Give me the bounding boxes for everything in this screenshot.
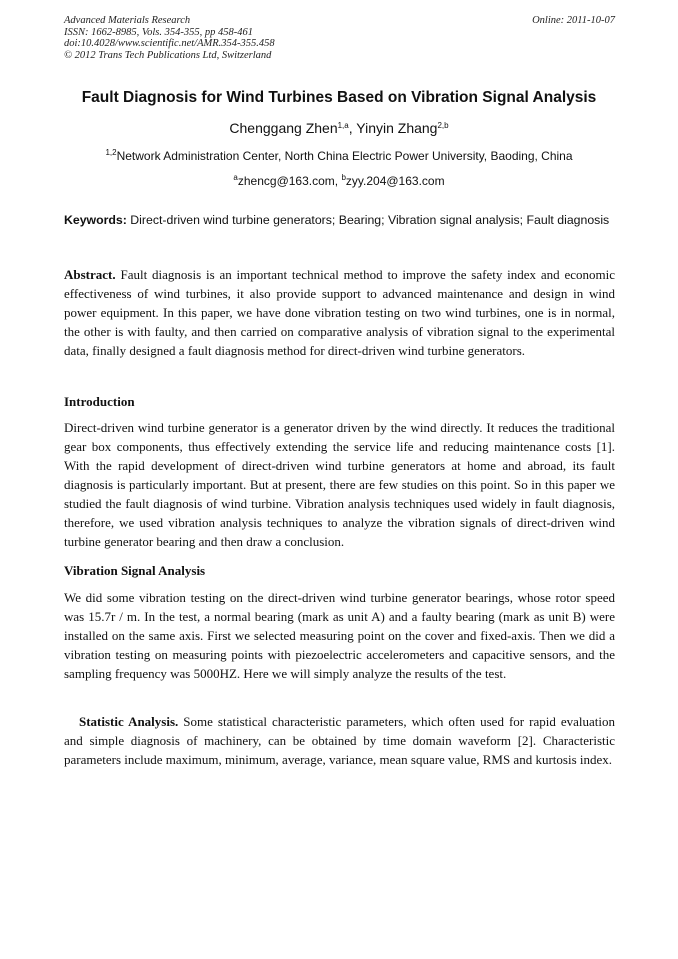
email-a: zhencg@163.com, bbox=[237, 174, 342, 188]
online-date: Online: 2011-10-07 bbox=[532, 15, 615, 26]
affiliation-sup: 1,2 bbox=[105, 148, 117, 157]
author-1: Chenggang Zhen bbox=[229, 120, 338, 136]
statistic-text: Some statistical characteristic parameters, which often used for rapid evaluation and simple diagnosis of machinery, can be obtained by time domain waveform [2]. Characteristic parameters include maximum, minimum, average, variance, mean square value, RMS and kurtosis index. bbox=[64, 714, 616, 767]
abstract-text: Fault diagnosis is an important technical method to improve the safety index and economic effectiveness of wind turbines, it also provide support to advanced maintenance and design in wind power equipment. In this paper, we have done vibration testing on two wind turbines, one is in normal, the other is with faulty, and then carried on comparative analysis of vibration signal to the experimental data, finally designed a fault diagnosis method for direct-driven wind turbine generators. bbox=[64, 267, 615, 358]
author-2-sup: 2,b bbox=[437, 121, 449, 130]
abstract-label: Abstract. bbox=[64, 267, 116, 282]
affiliation bbox=[0, 148, 678, 163]
journal-name: Advanced Materials Research bbox=[64, 15, 191, 26]
affiliation-text: Network Administration Center, North China Electric Power University, Baoding, China bbox=[116, 149, 573, 163]
author-1-sup: 1,a bbox=[337, 121, 349, 130]
copyright-line: © 2012 Trans Tech Publications Ltd, Switzerland bbox=[64, 49, 272, 61]
doi-line: doi:10.4028/www.scientific.net/AMR.354-355.458 bbox=[64, 38, 275, 49]
paper-title: Fault Diagnosis for Wind Turbines Based on Vibration Signal Analysis bbox=[81, 89, 597, 106]
author-separator: , bbox=[348, 120, 357, 136]
vibration-heading: Vibration Signal Analysis bbox=[64, 563, 206, 578]
keywords-text: Direct-driven wind turbine generators; Bearing; Vibration signal analysis; Fault diagnosis bbox=[126, 213, 610, 227]
email-line bbox=[0, 173, 678, 188]
keywords bbox=[64, 211, 615, 230]
vibration-paragraph: We did some vibration testing on the direct-driven wind turbine generator bearings, whose rotor speed was 15.7r / m. In the test, a normal bearing (mark as unit A) and a faulty bearing (mark as unit B) were installed on the same axis. First we selected measuring point on the cover and fixed-axis. Then we did a vibration testing on measuring points with piezoelectric accelerometers and capacitive sensors, and the sampling frequency was 5000HZ. Here we will simply analyze the results of the test. bbox=[64, 590, 615, 681]
author-line bbox=[0, 120, 678, 136]
abstract bbox=[64, 265, 615, 360]
keywords-label: Keywords: bbox=[64, 213, 127, 227]
introduction-heading: Introduction bbox=[64, 394, 135, 409]
issn-line: ISSN: 1662-8985, Vols. 354-355, pp 458-461 bbox=[64, 26, 253, 38]
author-2: Yinyin Zhang bbox=[356, 120, 438, 136]
statistic-label: Statistic Analysis. bbox=[79, 714, 179, 729]
journal-header bbox=[64, 15, 615, 61]
email-b-sup: b bbox=[341, 173, 346, 182]
introduction-paragraph: Direct-driven wind turbine generator is a generator driven by the wind directly. It reduces the traditional gear box components, thus effectively extending the service life and reducing maintenance costs [1]. With the rapid development of direct-driven wind turbine generators at home and abroad, its fault diagnosis is particularly important. But at present, there are few studies on this point. So in this paper we studied the fault diagnosis of wind turbine. Vibration analysis techniques used widely in fault diagnosis, therefore, we used vibration analysis techniques to analyze the vibration signals of direct-driven wind turbine generator bearing and then draw a conclusion. bbox=[64, 420, 615, 549]
statistic-paragraph bbox=[64, 712, 615, 769]
email-a-sup: a bbox=[233, 173, 238, 182]
email-b: zyy.204@163.com bbox=[345, 174, 445, 188]
